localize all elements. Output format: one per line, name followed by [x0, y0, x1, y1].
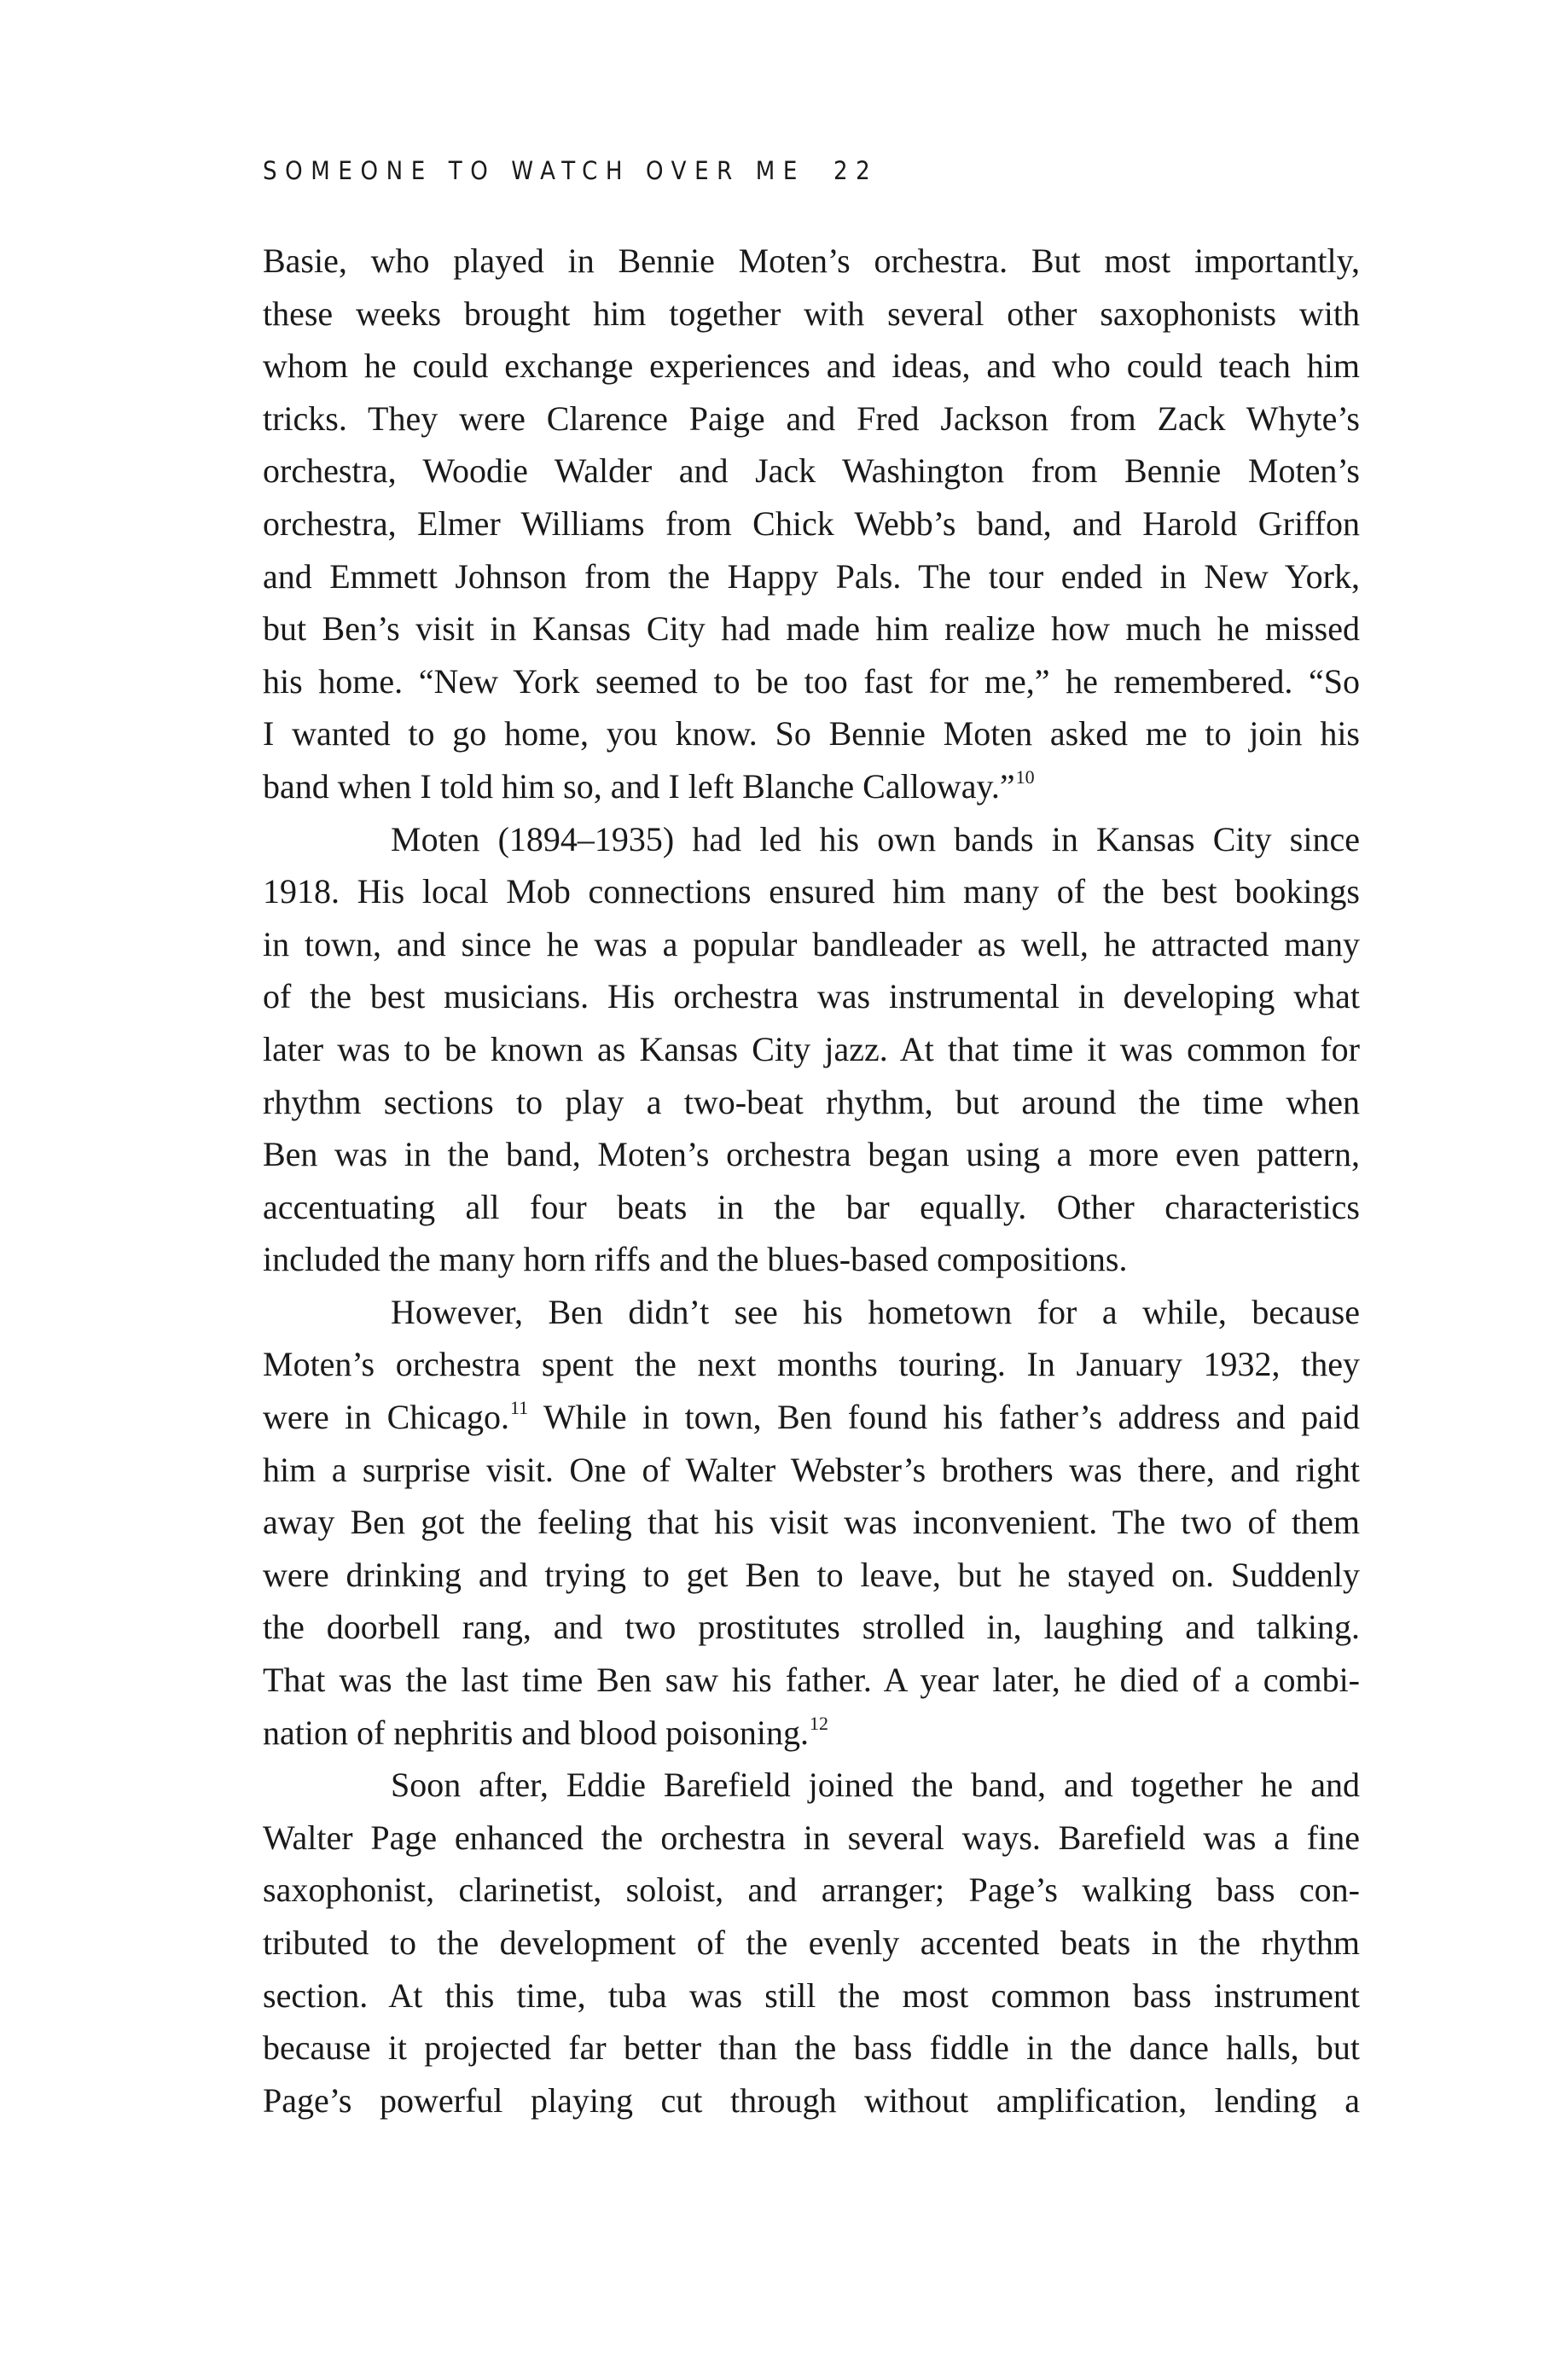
text-segment: Moten (1894–1935) had led his own bands in Kansas City since	[391, 819, 1360, 858]
text-line	[263, 340, 1360, 393]
text-segment: but Ben’s visit in Kansas City had made him realize how much he missed	[263, 609, 1360, 649]
text-segment: section. At this time, tuba was still the most common bass instrument	[263, 1975, 1360, 2015]
text-line	[263, 655, 1360, 708]
text-segment: his home. “New York seemed to be too fast for me,” he remembered. “So	[263, 661, 1360, 701]
text-segment: were in Chicago.	[263, 1398, 509, 1437]
text-segment: I wanted to go home, you know. So Bennie Moten asked me to join his	[263, 714, 1360, 753]
text-line	[263, 918, 1360, 971]
footnote-marker: 12	[809, 1712, 828, 1734]
text-segment: in town, and since he was a popular bandleader as well, he attracted many	[263, 924, 1360, 963]
text-segment: these weeks brought him together with several other saxophonists with	[263, 294, 1360, 333]
text-line	[263, 1601, 1360, 1654]
text-line	[263, 1707, 1360, 1760]
text-segment: While in town, Ben found his father’s address and paid	[528, 1398, 1360, 1437]
text-line	[263, 1917, 1360, 1969]
text-segment: band when I told him so, and I left Blanche Calloway.”	[263, 766, 1015, 806]
text-line	[263, 1391, 1360, 1444]
page-number: 22	[833, 156, 879, 185]
text-segment: That was the last time Ben saw his father. A year later, he died of a combi-	[263, 1661, 1360, 1700]
text-segment: orchestra, Woodie Walder and Jack Washington from Bennie Moten’s	[263, 451, 1360, 491]
text-segment: Page’s powerful playing cut through without amplification, lending a	[263, 2080, 1360, 2120]
text-line	[263, 288, 1360, 340]
text-line	[263, 602, 1360, 655]
text-segment: him a surprise visit. One of Walter Webster’s brothers was there, and right	[263, 1450, 1360, 1489]
text-line	[263, 865, 1360, 918]
text-segment: rhythm sections to play a two-beat rhythm, but around the time when	[263, 1082, 1360, 1121]
text-segment: saxophonist, clarinetist, soloist, and arranger; Page’s walking bass con-	[263, 1871, 1360, 1910]
text-line	[263, 235, 1360, 288]
text-segment: later was to be known as Kansas City jazz. At that time it was common for	[263, 1029, 1360, 1068]
text-segment: 1918. His local Mob connections ensured him many of the best bookings	[263, 872, 1360, 911]
text-line	[263, 1023, 1360, 1076]
text-line	[263, 1286, 1360, 1339]
paragraph	[263, 1286, 1360, 1759]
text-line	[263, 760, 1360, 813]
text-line	[263, 970, 1360, 1023]
text-line	[263, 550, 1360, 603]
text-line	[263, 445, 1360, 497]
text-segment: of the best musicians. His orchestra was instrumental in developing what	[263, 977, 1360, 1016]
text-segment: Walter Page enhanced the orchestra in several ways. Barefield was a fine	[263, 1818, 1360, 1857]
text-segment: were drinking and trying to get Ben to leave, but he stayed on. Suddenly	[263, 1555, 1360, 1594]
text-segment: nation of nephritis and blood poisoning.	[263, 1713, 809, 1752]
text-segment: away Ben got the feeling that his visit was inconvenient. The two of them	[263, 1503, 1360, 1542]
text-segment: Moten’s orchestra spent the next months touring. In January 1932, they	[263, 1345, 1360, 1384]
text-line	[263, 2022, 1360, 2074]
text-line	[263, 1812, 1360, 1865]
text-segment: tricks. They were Clarence Paige and Fred Jackson from Zack Whyte’s	[263, 399, 1360, 438]
text-line	[263, 1181, 1360, 1234]
text-line	[263, 1233, 1360, 1286]
text-line	[263, 1654, 1360, 1707]
text-segment: Basie, who played in Bennie Moten’s orchestra. But most importantly,	[263, 241, 1360, 280]
text-line	[263, 1496, 1360, 1549]
text-segment: accentuating all four beats in the bar equally. Other characteristics	[263, 1187, 1360, 1226]
text-line	[263, 1549, 1360, 1602]
text-line	[263, 1864, 1360, 1917]
text-line	[263, 1338, 1360, 1391]
text-segment: orchestra, Elmer Williams from Chick Webb’s band, and Harold Griffon	[263, 503, 1360, 543]
running-head	[263, 154, 878, 188]
text-segment: tributed to the development of the evenly accented beats in the rhythm	[263, 1923, 1360, 1962]
text-segment: However, Ben didn’t see his hometown for a while, because	[391, 1292, 1360, 1331]
running-head-title: SOMEONE TO WATCH OVER ME	[263, 156, 805, 185]
text-segment: included the many horn riffs and the blues-based compositions.	[263, 1240, 1128, 1279]
text-line	[263, 1076, 1360, 1129]
footnote-marker: 10	[1015, 765, 1035, 788]
text-segment: and Emmett Johnson from the Happy Pals. The tour ended in New York,	[263, 556, 1360, 596]
body-text	[263, 235, 1360, 2127]
text-line	[263, 1444, 1360, 1497]
paragraph	[263, 235, 1360, 813]
text-line	[263, 1969, 1360, 2022]
text-segment: Soon after, Eddie Barefield joined the band, and together he and	[391, 1766, 1360, 1805]
footnote-marker: 11	[509, 1397, 529, 1419]
text-line	[263, 393, 1360, 445]
text-segment: whom he could exchange experiences and ideas, and who could teach him	[263, 346, 1360, 386]
text-line	[263, 813, 1360, 866]
text-line	[263, 497, 1360, 550]
text-segment: the doorbell rang, and two prostitutes strolled in, laughing and talking.	[263, 1608, 1360, 1647]
text-line	[263, 2074, 1360, 2127]
text-line	[263, 707, 1360, 760]
text-segment: Ben was in the band, Moten’s orchestra began using a more even pattern,	[263, 1135, 1360, 1174]
text-segment: because it projected far better than the bass fiddle in the dance halls, but	[263, 2028, 1360, 2068]
paragraph	[263, 813, 1360, 1286]
text-line	[263, 1128, 1360, 1181]
paragraph	[263, 1759, 1360, 2127]
text-line	[263, 1759, 1360, 1812]
